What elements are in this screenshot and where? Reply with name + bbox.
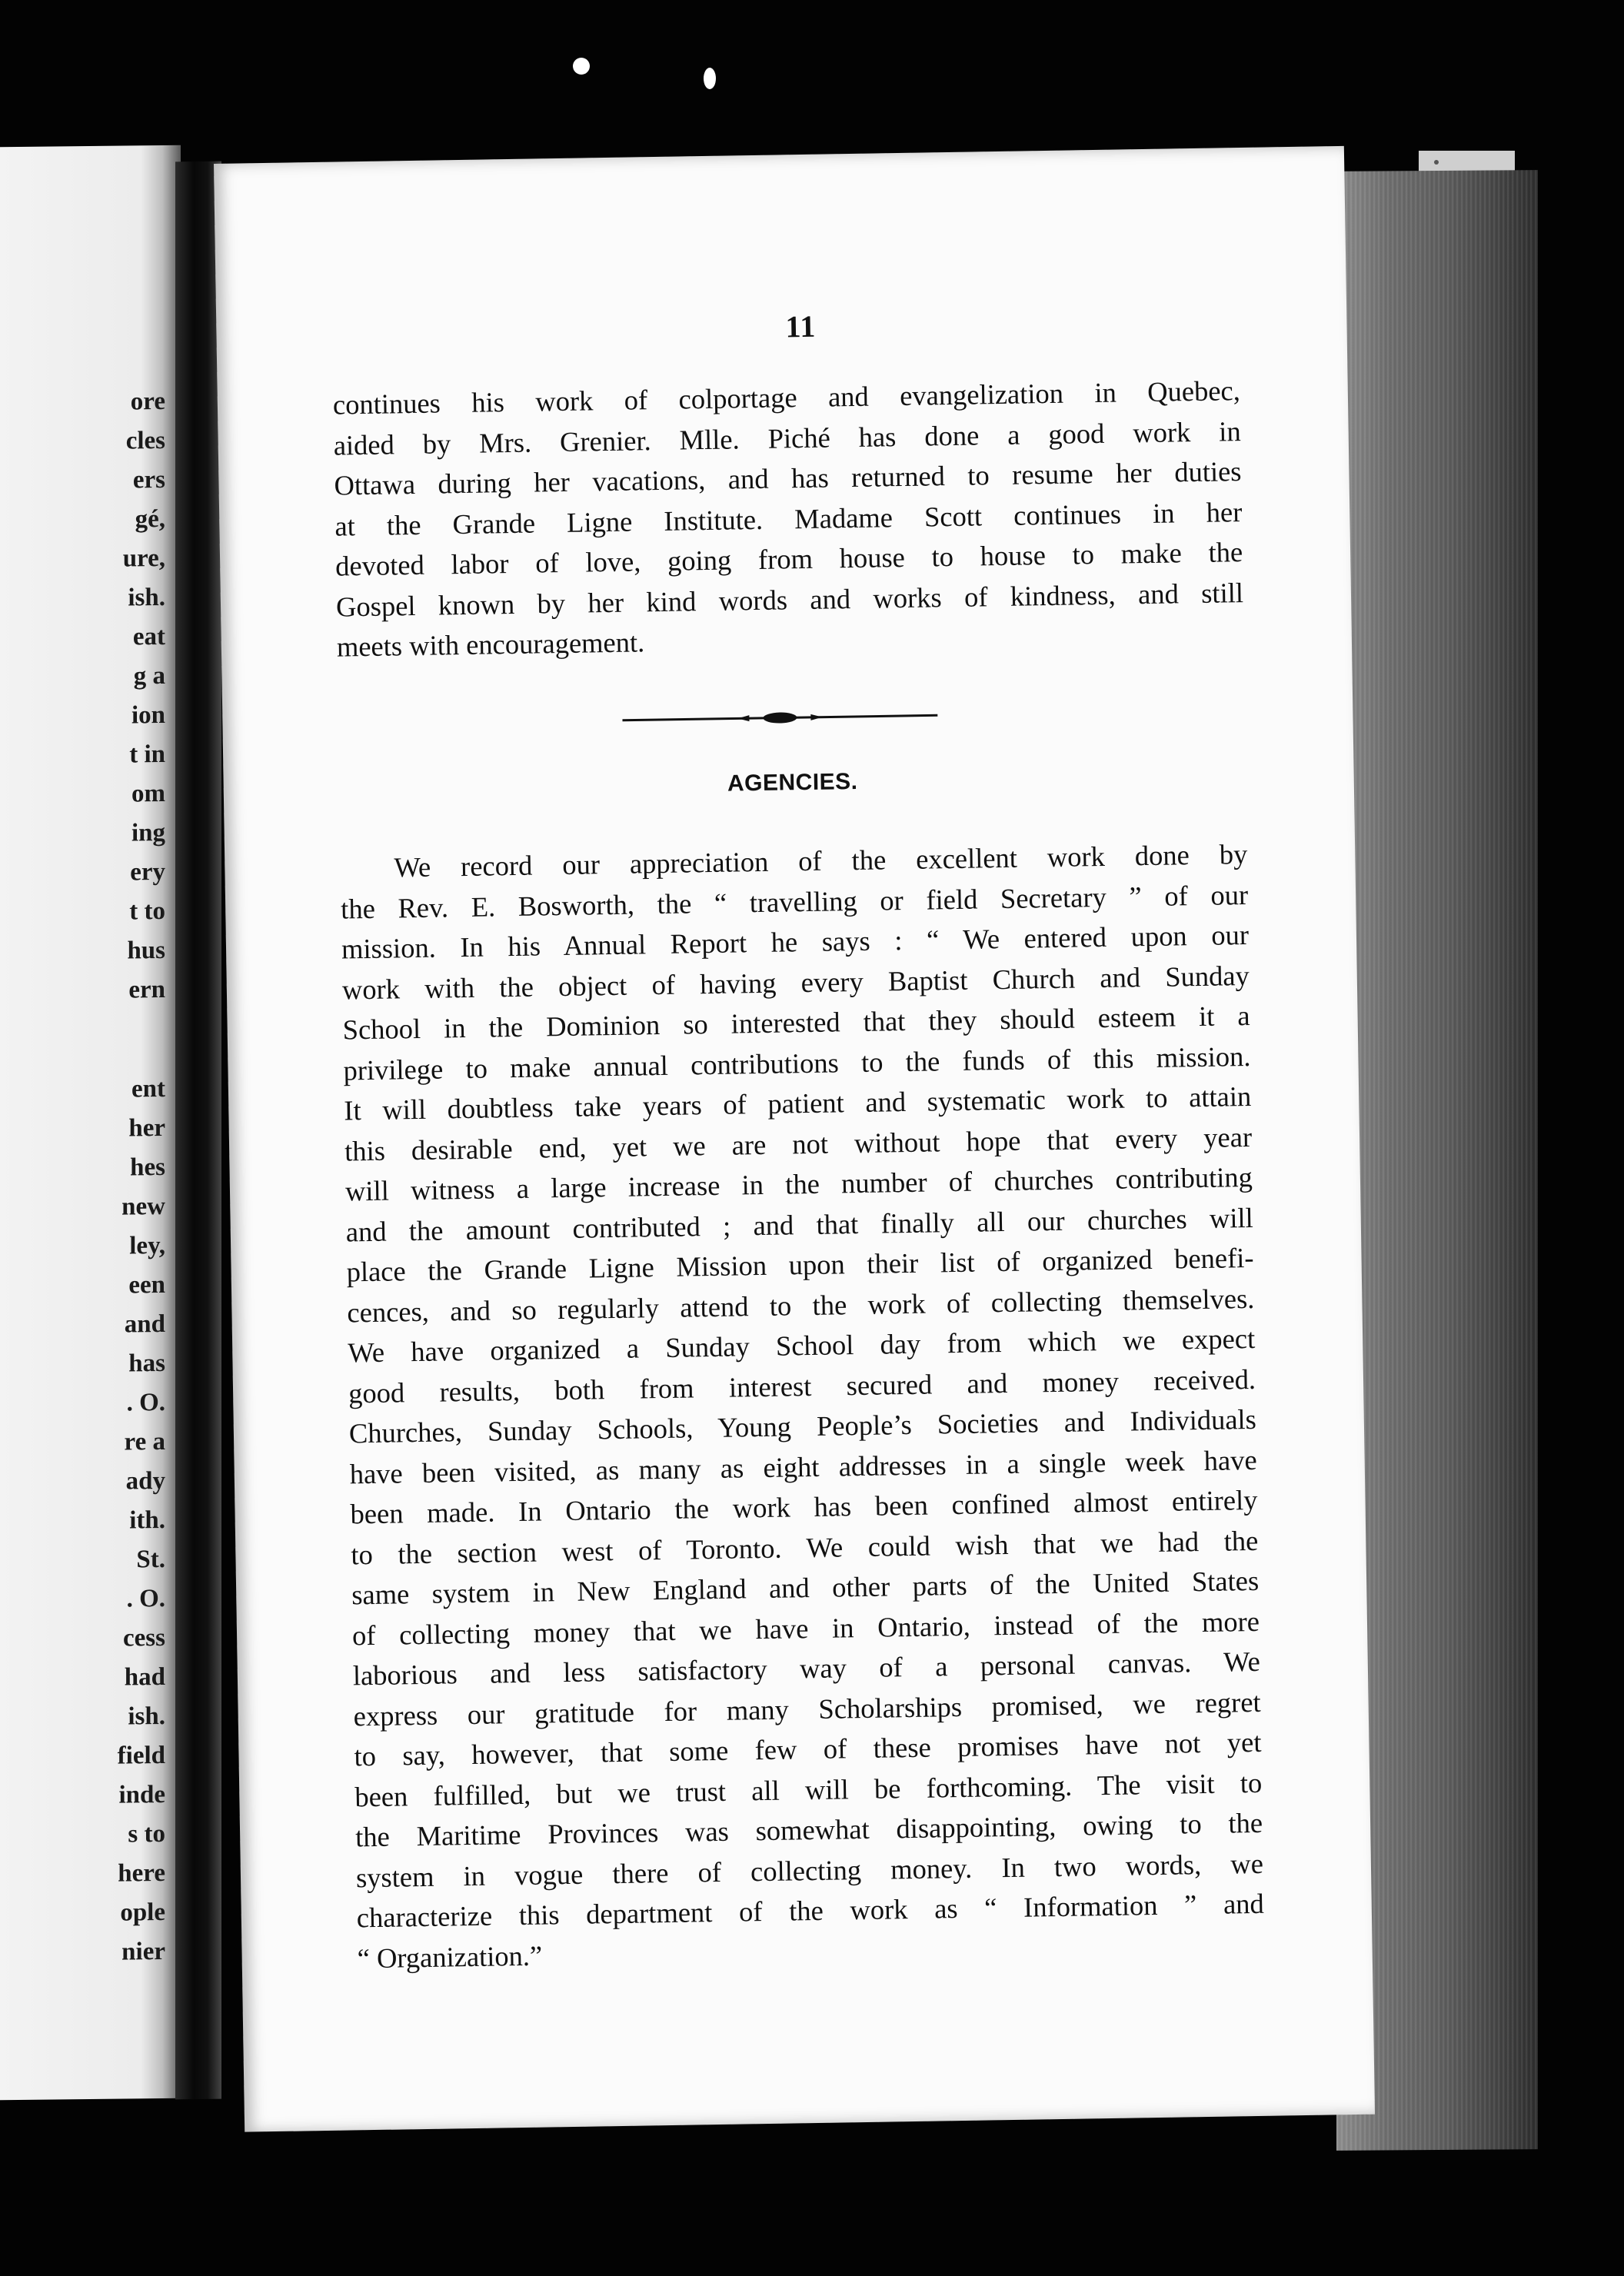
- text-line: been fulfilled, but we trust all will be forthcoming. The visit to: [354, 1766, 1263, 1812]
- dust-speck: [1434, 160, 1439, 165]
- text-line: cences, and so regularly attend to the work of collecting themselves.: [347, 1282, 1255, 1328]
- left-line-fragment: ent: [131, 1074, 165, 1103]
- text-line: laborious and less satisfactory way of a personal canvas. We: [352, 1645, 1261, 1692]
- left-line-fragment: inde: [118, 1780, 165, 1809]
- text-line: of collecting money that we have in Ontario, instead of the more: [351, 1605, 1260, 1651]
- left-line-fragment: ley,: [129, 1231, 165, 1260]
- left-line-fragment: hus: [127, 936, 165, 965]
- left-line-fragment: her: [128, 1113, 165, 1143]
- left-line-fragment: St.: [136, 1545, 165, 1574]
- text-line: this desirable end, yet we are not without hope that every year: [344, 1120, 1253, 1166]
- left-line-fragment: cess: [123, 1623, 165, 1652]
- left-line-fragment: nier: [121, 1937, 165, 1966]
- paragraph-agencies: [340, 834, 1265, 1978]
- left-line-fragment: ith.: [129, 1506, 165, 1535]
- left-line-fragment: ish.: [128, 1702, 165, 1731]
- left-line-fragment: om: [131, 779, 165, 808]
- text-line: devoted labor of love, going from house to house to make the: [334, 536, 1243, 582]
- text-line: Churches, Sunday Schools, Young People’s Societies and Individuals: [348, 1403, 1257, 1449]
- text-line: the Maritime Provinces was somewhat disappointing, owing to the: [354, 1806, 1263, 1853]
- left-line-fragment: ers: [132, 465, 165, 494]
- left-line-fragment: ish.: [128, 583, 165, 612]
- left-line-fragment: ady: [125, 1466, 165, 1496]
- left-line-fragment: ing: [131, 818, 165, 847]
- text-line: Gospel known by her kind words and works of kindness, and still: [335, 576, 1244, 623]
- text-line: good results, both from interest secured and money received.: [348, 1363, 1256, 1409]
- left-line-fragment: t to: [129, 897, 165, 926]
- text-line: to the section west of Toronto. We could wish that we had the: [351, 1524, 1259, 1570]
- text-line: and the amount contributed ; and that finally all our churches will: [345, 1201, 1254, 1247]
- paragraph-continuation: [333, 371, 1245, 667]
- text-line: same system in New England and other parts of the United States: [351, 1564, 1260, 1611]
- dust-speck: [573, 58, 590, 75]
- left-line-fragment: re a: [124, 1427, 165, 1456]
- text-line: mission. In his Annual Report he says : “ We entered upon our: [341, 918, 1250, 965]
- left-line-fragment: ery: [130, 857, 165, 887]
- left-line-fragment: g a: [133, 661, 165, 690]
- left-line-fragment: hes: [130, 1153, 165, 1182]
- left-line-fragment: ure,: [122, 544, 165, 573]
- dust-speck: [704, 68, 716, 89]
- left-line-fragment: eat: [132, 622, 165, 651]
- text-line: We record our appreciation of the excellent work done by: [394, 837, 1248, 883]
- text-line: privilege to make annual contributions to the funds of this mission.: [343, 1040, 1251, 1086]
- text-line: have been visited, as many as eight addresses in a single week have: [349, 1443, 1257, 1489]
- text-line: “ Organization.”: [357, 1939, 543, 1974]
- text-line: aided by Mrs. Grenier. Mlle. Piché has done a good work in: [333, 414, 1241, 461]
- text-line: continues his work of colportage and evangelization in Quebec,: [332, 374, 1241, 421]
- text-line: the Rev. E. Bosworth, the “ travelling or field Secretary ” of our: [340, 878, 1249, 925]
- left-facing-page: [0, 145, 181, 2100]
- left-line-fragment: een: [128, 1270, 165, 1299]
- text-line: It will doubtless take years of patient and systematic work to attain: [344, 1080, 1252, 1126]
- text-line: meets with encouragement.: [336, 626, 645, 663]
- text-line: School in the Dominion so interested that they should esteem it a: [342, 999, 1250, 1046]
- text-line: at the Grande Ligne Institute. Madame Scott continues in her: [334, 495, 1243, 542]
- left-line-fragment: cles: [125, 426, 165, 455]
- left-line-fragment: has: [128, 1349, 165, 1378]
- left-line-fragment: field: [117, 1741, 165, 1770]
- text-line: place the Grande Ligne Mission upon their list of organized benefi-: [346, 1241, 1254, 1288]
- left-line-fragment: . O.: [126, 1584, 165, 1613]
- left-line-fragment: new: [121, 1192, 165, 1221]
- text-line: We have organized a Sunday School day from which we expect: [347, 1322, 1256, 1369]
- page-number: 11: [785, 308, 817, 344]
- left-line-fragment: had: [124, 1662, 165, 1692]
- text-line: system in vogue there of collecting money. In two words, we: [355, 1847, 1264, 1893]
- left-page-text-fragments: [118, 382, 165, 1972]
- left-line-fragment: ern: [128, 975, 165, 1004]
- text-line: characterize this department of the work as “ Information ” and: [356, 1887, 1265, 1934]
- text-line: been made. In Ontario the work has been confined almost entirely: [350, 1483, 1258, 1530]
- left-line-fragment: s to: [128, 1819, 165, 1848]
- text-line: will witness a large increase in the number of churches contributing: [344, 1160, 1253, 1207]
- left-line-fragment: . O.: [126, 1388, 165, 1417]
- main-page: [214, 146, 1375, 2132]
- page-text-block: [329, 148, 1265, 1974]
- left-line-fragment: ion: [131, 700, 165, 730]
- section-divider-ornament: [622, 707, 937, 727]
- section-heading: AGENCIES.: [727, 768, 858, 797]
- left-line-fragment: ore: [130, 387, 165, 416]
- paragraph-gap: [118, 1010, 165, 1070]
- text-line: to say, however, that some few of these promises have not yet: [354, 1725, 1262, 1772]
- text-line: Ottawa during her vacations, and has returned to resume her duties: [334, 455, 1242, 501]
- left-line-fragment: and: [124, 1309, 165, 1339]
- text-line: express our gratitude for many Scholarships promised, we regret: [353, 1685, 1261, 1732]
- left-line-fragment: t in: [129, 740, 165, 769]
- text-line: work with the object of having every Baptist Church and Sunday: [341, 959, 1250, 1006]
- book-gutter: [175, 161, 221, 2100]
- left-line-fragment: gé,: [135, 504, 165, 534]
- left-line-fragment: ople: [120, 1898, 165, 1927]
- left-line-fragment: here: [118, 1858, 165, 1888]
